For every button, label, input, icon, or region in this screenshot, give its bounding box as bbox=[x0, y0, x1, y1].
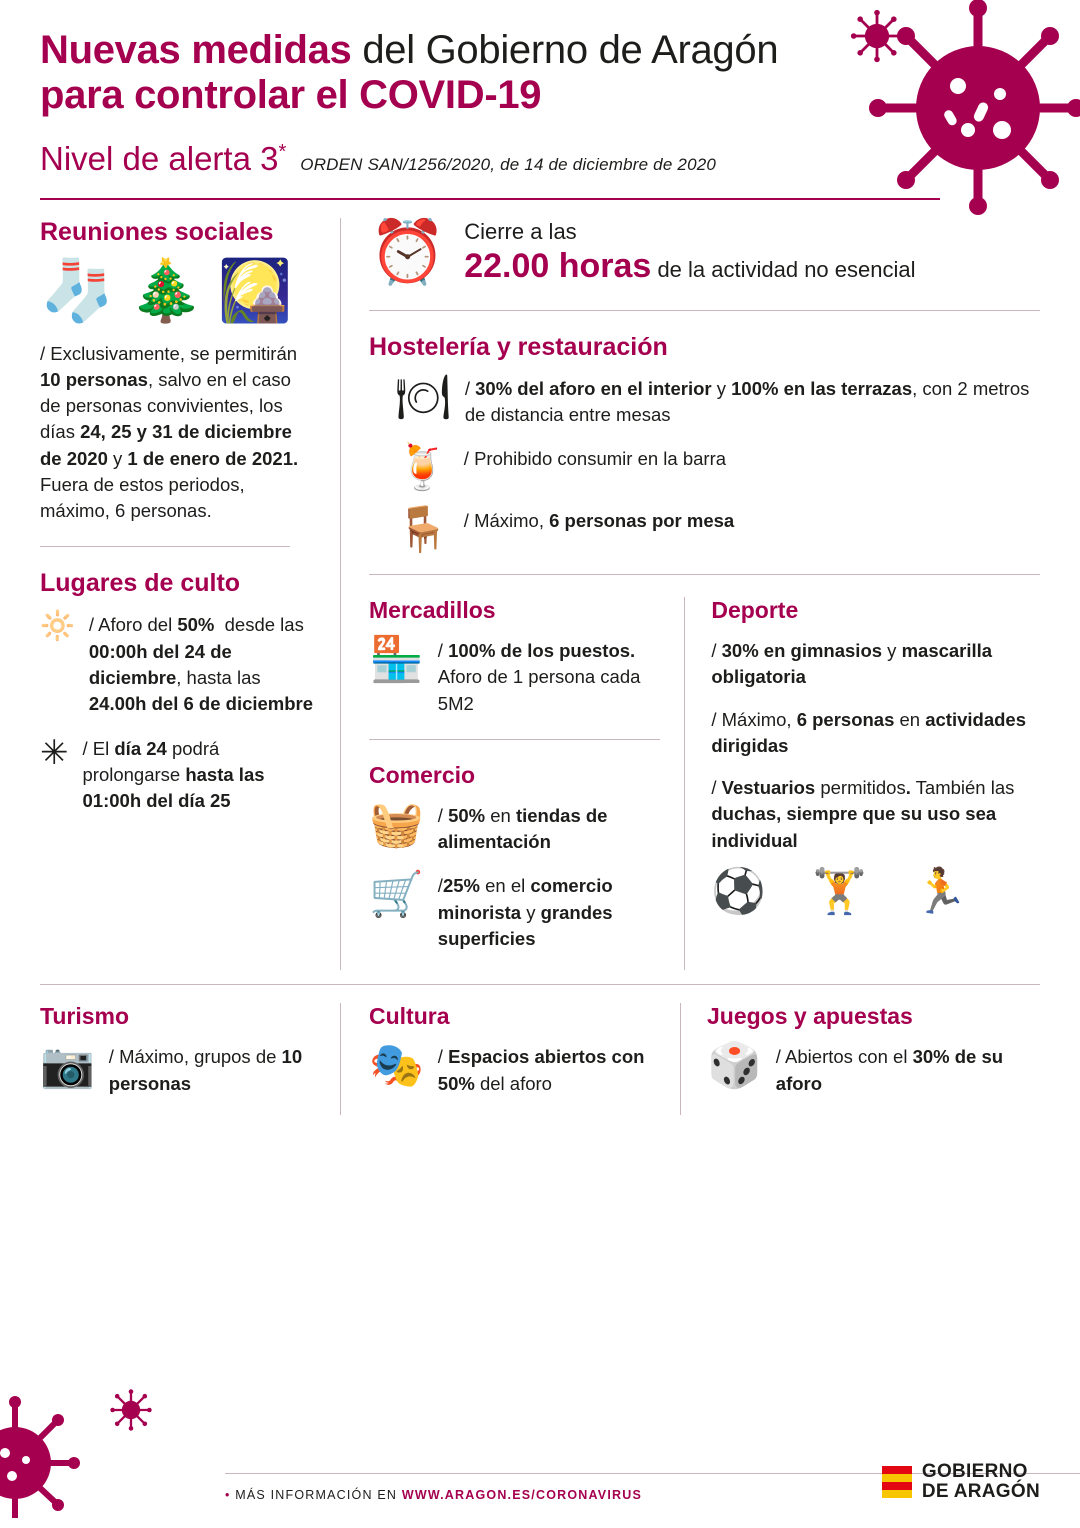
divider bbox=[369, 739, 660, 740]
christmas-bauble-icon: 🎑 bbox=[217, 256, 293, 324]
section-title-mercadillos: Mercadillos bbox=[369, 597, 496, 624]
coronavirus-bottom-left-icon bbox=[0, 1368, 120, 1518]
market-stall-icon: 🏪 bbox=[369, 635, 424, 685]
hosteleria-item-2: 🍹 / Prohibido consumir en la barra bbox=[395, 443, 727, 493]
section-title-comercio: Comercio bbox=[369, 761, 476, 788]
deporte-column bbox=[684, 597, 1040, 970]
theater-masks-icon: 🎭 bbox=[369, 1041, 424, 1091]
title-part-1: Nuevas medidas bbox=[40, 28, 352, 72]
gov-line-1: GOBIERNO bbox=[921, 1461, 1028, 1483]
mercadillos-item-1: 🏪 / 100% de los puestos. Aforo de 1 persona cada 5M2 bbox=[369, 635, 641, 714]
section-title-turismo: Turismo bbox=[40, 1003, 130, 1030]
deporte-item-3: / Vestuarios permitidos. También las duchas, siempre que su uso sea individual bbox=[711, 777, 1015, 851]
bullet-icon: • bbox=[225, 1488, 231, 1502]
turismo-item: 📷 / Máximo, grupos de 10 personas bbox=[40, 1041, 303, 1094]
bottom-divider bbox=[40, 984, 1040, 985]
turismo-section bbox=[40, 1003, 340, 1115]
order-reference: ORDEN SAN/1256/2020, de 14 de diciembre de 2020 bbox=[300, 154, 717, 174]
header bbox=[0, 0, 1080, 178]
more-info-prefix: MÁS INFORMACIÓN EN bbox=[235, 1488, 402, 1502]
shopping-cart-icon: 🛒 bbox=[369, 870, 424, 920]
title-part-2: del Gobierno de Aragón bbox=[351, 28, 779, 72]
reuniones-icons bbox=[40, 256, 314, 324]
cultura-section bbox=[340, 1003, 680, 1115]
right-column bbox=[340, 218, 1040, 971]
christmas-stocking-icon: 🧦 bbox=[40, 256, 115, 324]
closing-rest: de la actividad no esencial bbox=[651, 257, 916, 283]
section-title-juegos: Juegos y apuestas bbox=[707, 1003, 913, 1030]
alarm-clock-icon: ⏰ bbox=[369, 217, 447, 287]
soccer-ball-icon: ⚽ bbox=[711, 866, 767, 916]
closing-line1: Cierre a las bbox=[464, 218, 577, 244]
more-info-url[interactable]: WWW.ARAGON.ES/CORONAVIRUS bbox=[401, 1488, 643, 1502]
deporte-item-1: / 30% en gimnasios y mascarilla obligatoria bbox=[711, 640, 993, 688]
section-title-reuniones: Reuniones sociales bbox=[40, 217, 274, 246]
running-icon: 🏃 bbox=[912, 866, 968, 916]
mercadillos-comercio-column bbox=[369, 597, 684, 970]
section-title-deporte: Deporte bbox=[711, 597, 799, 624]
juegos-section bbox=[680, 1003, 1040, 1115]
comercio-item-1: 🧺 / 50% en tiendas de alimentación bbox=[369, 799, 608, 853]
table-chairs-icon: 🪑 bbox=[395, 505, 450, 555]
reuniones-text: / Exclusivamente, se permitirán 10 personas, salvo en el caso de personas convivientes, los días 24, 25 y 31 de diciembre de 2020 y 1 de enero de 2021. Fuera de estos periodos, máximo, 6 personas. bbox=[40, 342, 299, 522]
section-title-hosteleria: Hostelería y restauración bbox=[369, 332, 668, 361]
dice-icon: 🎲 bbox=[707, 1041, 762, 1091]
juegos-item: 🎲 / Abiertos con el 30% de su aforo bbox=[707, 1041, 1004, 1094]
culto-item-2: ✳ / El día 24 podrá prolongarse hasta las 01:00h del día 25 bbox=[40, 733, 265, 812]
alert-level bbox=[40, 140, 286, 178]
alert-asterisk: * bbox=[278, 140, 287, 163]
government-logo bbox=[882, 1462, 1040, 1502]
section-title-culto: Lugares de culto bbox=[40, 569, 241, 598]
title-part-3: para controlar el COVID-19 bbox=[40, 72, 542, 117]
camera-icon: 📷 bbox=[40, 1041, 95, 1091]
coronavirus-small-icon bbox=[849, 8, 905, 64]
deporte-icons bbox=[711, 866, 1040, 916]
divider bbox=[369, 310, 1040, 311]
light-ray-icon: 🔆 bbox=[40, 610, 75, 642]
closing-text bbox=[464, 218, 915, 288]
christmas-tree-icon: 🎄 bbox=[128, 256, 204, 324]
footer bbox=[0, 1461, 1080, 1528]
coronavirus-bottom-left-small-icon bbox=[108, 1387, 154, 1433]
government-text bbox=[922, 1462, 1040, 1502]
page-title bbox=[40, 28, 860, 118]
alert-level-text: Nivel de alerta 3 bbox=[40, 139, 279, 177]
grocery-basket-icon: 🧺 bbox=[369, 799, 424, 849]
closing-hours-value: 22.00 horas bbox=[464, 247, 652, 286]
serving-dome-icon: 🍽 bbox=[395, 372, 451, 422]
culto-item-1: 🔆 / Aforo del 50% desde las 00:00h del 24 de diciembre, hasta las 24.00h del 6 de diciembre bbox=[40, 610, 314, 715]
gov-line-2: DE ARAGÓN bbox=[921, 1481, 1040, 1503]
section-title-cultura: Cultura bbox=[369, 1003, 450, 1030]
weightlifting-icon: 🏋 bbox=[812, 866, 867, 916]
hosteleria-item-1: 🍽 / 30% del aforo en el interior y 100% en las terrazas, con 2 metros de distancia entre mesas bbox=[395, 372, 1030, 425]
mercadillos-deporte-row bbox=[369, 597, 1040, 970]
hosteleria-items bbox=[369, 372, 1040, 555]
cultura-item: 🎭 / Espacios abiertos con 50% del aforo bbox=[369, 1041, 645, 1094]
left-column bbox=[40, 218, 340, 971]
divider bbox=[40, 546, 290, 547]
aragon-flag-icon bbox=[882, 1466, 912, 1498]
cocktail-icon: 🍹 bbox=[395, 443, 450, 493]
main-content bbox=[0, 200, 1080, 971]
divider bbox=[369, 574, 1040, 575]
deporte-item-2: / Máximo, 6 personas en actividades dirigidas bbox=[711, 708, 1027, 756]
star-icon: ✳ bbox=[40, 733, 69, 772]
comercio-item-2: 🛒 /25% en el comercio minorista y grandes superficies bbox=[369, 870, 613, 949]
hosteleria-item-3: 🪑 / Máximo, 6 personas por mesa bbox=[395, 505, 735, 555]
bottom-sections bbox=[0, 1003, 1080, 1115]
